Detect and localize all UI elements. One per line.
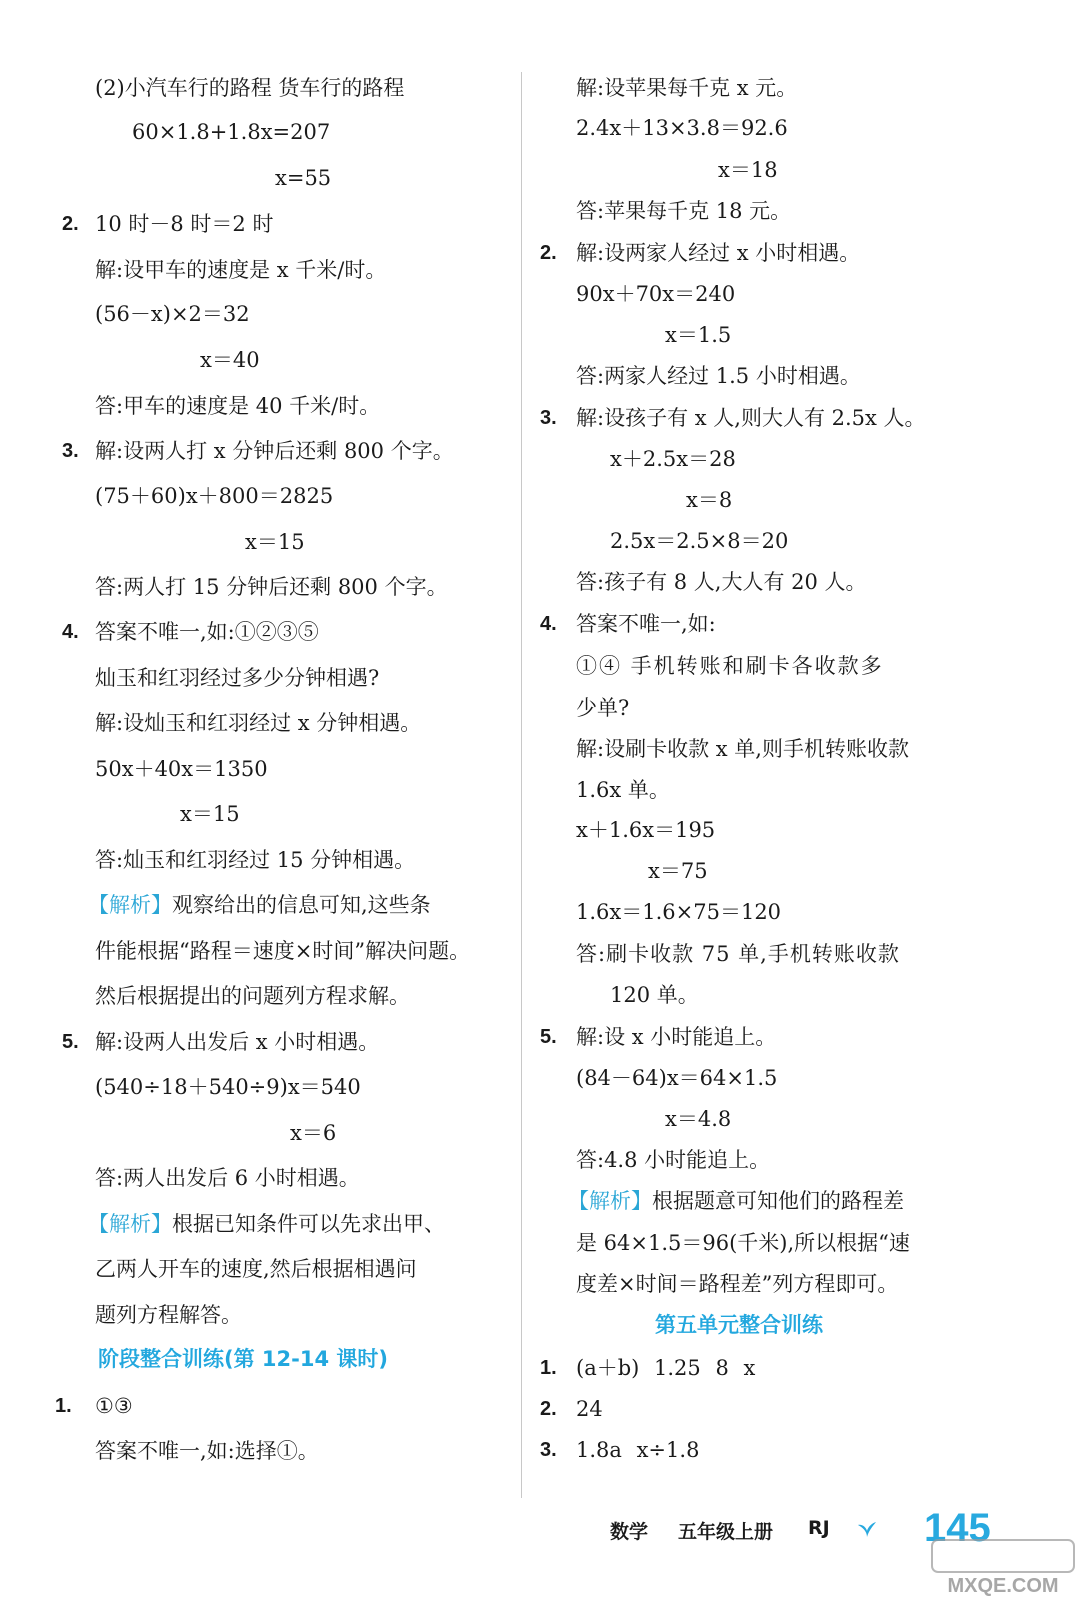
answer-line: 答案不唯一,如:选择①。 [95, 1439, 319, 1463]
column-divider [521, 72, 522, 1498]
equation: x＝8 [686, 488, 733, 512]
equation: x=55 [275, 166, 332, 190]
analysis-line [568, 1187, 904, 1215]
text-line: 解:设两家人经过 x 小时相遇。 [576, 241, 861, 265]
equation: x＝15 [245, 530, 305, 554]
question-number: 1. [55, 1395, 72, 1417]
analysis-text: 根据题意可知他们的路程差 [652, 1189, 904, 1213]
equation: x＝4.8 [665, 1107, 732, 1131]
page-number: 145 [924, 1506, 991, 1550]
question-number: 4. [540, 613, 557, 635]
question-number: 5. [540, 1026, 557, 1048]
text-line: 1.6x 单。 [576, 778, 670, 802]
text-line: 解:设灿玉和红羽经过 x 分钟相遇。 [95, 711, 422, 735]
text-line: 解:设刷卡收款 x 单,则手机转账收款 [576, 737, 909, 761]
footer-edition: RJ [808, 1517, 830, 1539]
answer-line: (a＋b) 1.25 8 x [576, 1356, 756, 1380]
text-line: 10 时－8 时＝2 时 [95, 212, 274, 236]
equation: 2.4x＋13×3.8＝92.6 [576, 116, 788, 140]
equation: x＝18 [718, 158, 778, 182]
question-number: 2. [540, 242, 557, 264]
equation: 60×1.8+1.8x=207 [132, 120, 331, 144]
equation: 50x＋40x＝1350 [95, 757, 268, 781]
question-number: 3. [540, 407, 557, 429]
answer-line: 1.8a x÷1.8 [576, 1438, 700, 1462]
section-title: 阶段整合训练(第 12-14 课时) [98, 1347, 388, 1371]
analysis-tag: 【解析】 [88, 893, 172, 917]
text-line: 解:设两人打 x 分钟后还剩 800 个字。 [95, 439, 454, 463]
answer-line: 120 单。 [610, 983, 699, 1007]
answer-line: 答:两人出发后 6 小时相遇。 [95, 1166, 360, 1190]
equation: x＋2.5x＝28 [610, 447, 736, 471]
question-number: 2. [62, 213, 79, 235]
equation: (75＋60)x＋800＝2825 [95, 484, 334, 508]
answer-line: 答:4.8 小时能追上。 [576, 1148, 771, 1172]
answer-line: 答:孩子有 8 人,大人有 20 人。 [576, 570, 867, 594]
footer-grade: 五年级上册 [678, 1521, 774, 1543]
analysis-line [88, 1210, 445, 1238]
analysis-tag: 【解析】 [88, 1212, 172, 1236]
answer-line: 答:灿玉和红羽经过 15 分钟相遇。 [95, 848, 416, 872]
footer-subject: 数学 [610, 1521, 649, 1543]
analysis-text: 乙两人开车的速度,然后根据相遇问 [95, 1257, 417, 1281]
text-line: ①④ 手机转账和刷卡各收款多 [576, 654, 884, 678]
equation: x＝15 [180, 802, 240, 826]
analysis-text: 是 64×1.5＝96(千米),所以根据“速 [576, 1231, 910, 1255]
analysis-text: 根据已知条件可以先求出甲、 [172, 1212, 445, 1236]
question-number: 2. [540, 1398, 557, 1420]
text-line: 解:设孩子有 x 人,则大人有 2.5x 人。 [576, 406, 926, 430]
text-line: 解:设两人出发后 x 小时相遇。 [95, 1030, 380, 1054]
equation: (56－x)×2＝32 [95, 302, 250, 326]
analysis-text: 度差×时间＝路程差”列方程即可。 [576, 1272, 899, 1296]
question-number: 5. [62, 1031, 79, 1053]
equation: x＝1.5 [665, 323, 732, 347]
answer-line: 答:甲车的速度是 40 千米/时。 [95, 394, 381, 418]
text-line: 答案不唯一,如: [576, 612, 716, 636]
text-line: 解:设甲车的速度是 x 千米/时。 [95, 258, 387, 282]
analysis-text: 件能根据“路程＝速度×时间”解决问题。 [95, 939, 471, 963]
watermark-logo [928, 1538, 1078, 1598]
text-line: 解:设 x 小时能追上。 [576, 1025, 777, 1049]
text-line: 解:设苹果每千克 x 元。 [576, 76, 798, 100]
text-line: (2)小汽车行的路程 货车行的路程 [95, 76, 405, 100]
question-number: 3. [540, 1439, 557, 1461]
watermark-text: MXQE.COM [947, 1575, 1059, 1597]
analysis-text: 题列方程解答。 [95, 1303, 242, 1327]
analysis-line [88, 891, 431, 919]
answer-line: 答:两人打 15 分钟后还剩 800 个字。 [95, 575, 448, 599]
analysis-text: 观察给出的信息可知,这些条 [172, 893, 431, 917]
section-title: 第五单元整合训练 [655, 1313, 823, 1337]
text-line: 灿玉和红羽经过多少分钟相遇? [95, 666, 380, 690]
text-line: 答案不唯一,如:①②③⑤ [95, 620, 319, 644]
equation: (84－64)x＝64×1.5 [576, 1066, 778, 1090]
answer-line: 答:苹果每千克 18 元。 [576, 199, 792, 223]
equation: 1.6x＝1.6×75＝120 [576, 900, 782, 924]
equation: 2.5x＝2.5×8＝20 [610, 529, 789, 553]
text-line: ①③ [95, 1394, 133, 1418]
equation: x＝40 [200, 348, 260, 372]
text-line: 少单? [576, 696, 630, 720]
answer-line: 答:两家人经过 1.5 小时相遇。 [576, 364, 861, 388]
equation: (540÷18＋540÷9)x＝540 [95, 1075, 361, 1099]
question-number: 1. [540, 1357, 557, 1379]
equation: 90x＋70x＝240 [576, 282, 736, 306]
leaf-icon [856, 1519, 878, 1539]
answer-line: 答:刷卡收款 75 单,手机转账收款 [576, 942, 900, 966]
answer-line: 24 [576, 1397, 603, 1421]
equation: x＝6 [290, 1121, 337, 1145]
analysis-text: 然后根据提出的问题列方程求解。 [95, 984, 410, 1008]
analysis-tag: 【解析】 [568, 1189, 652, 1213]
question-number: 3. [62, 440, 79, 462]
equation: x＝75 [648, 859, 708, 883]
equation: x＋1.6x＝195 [576, 818, 716, 842]
question-number: 4. [62, 621, 79, 643]
